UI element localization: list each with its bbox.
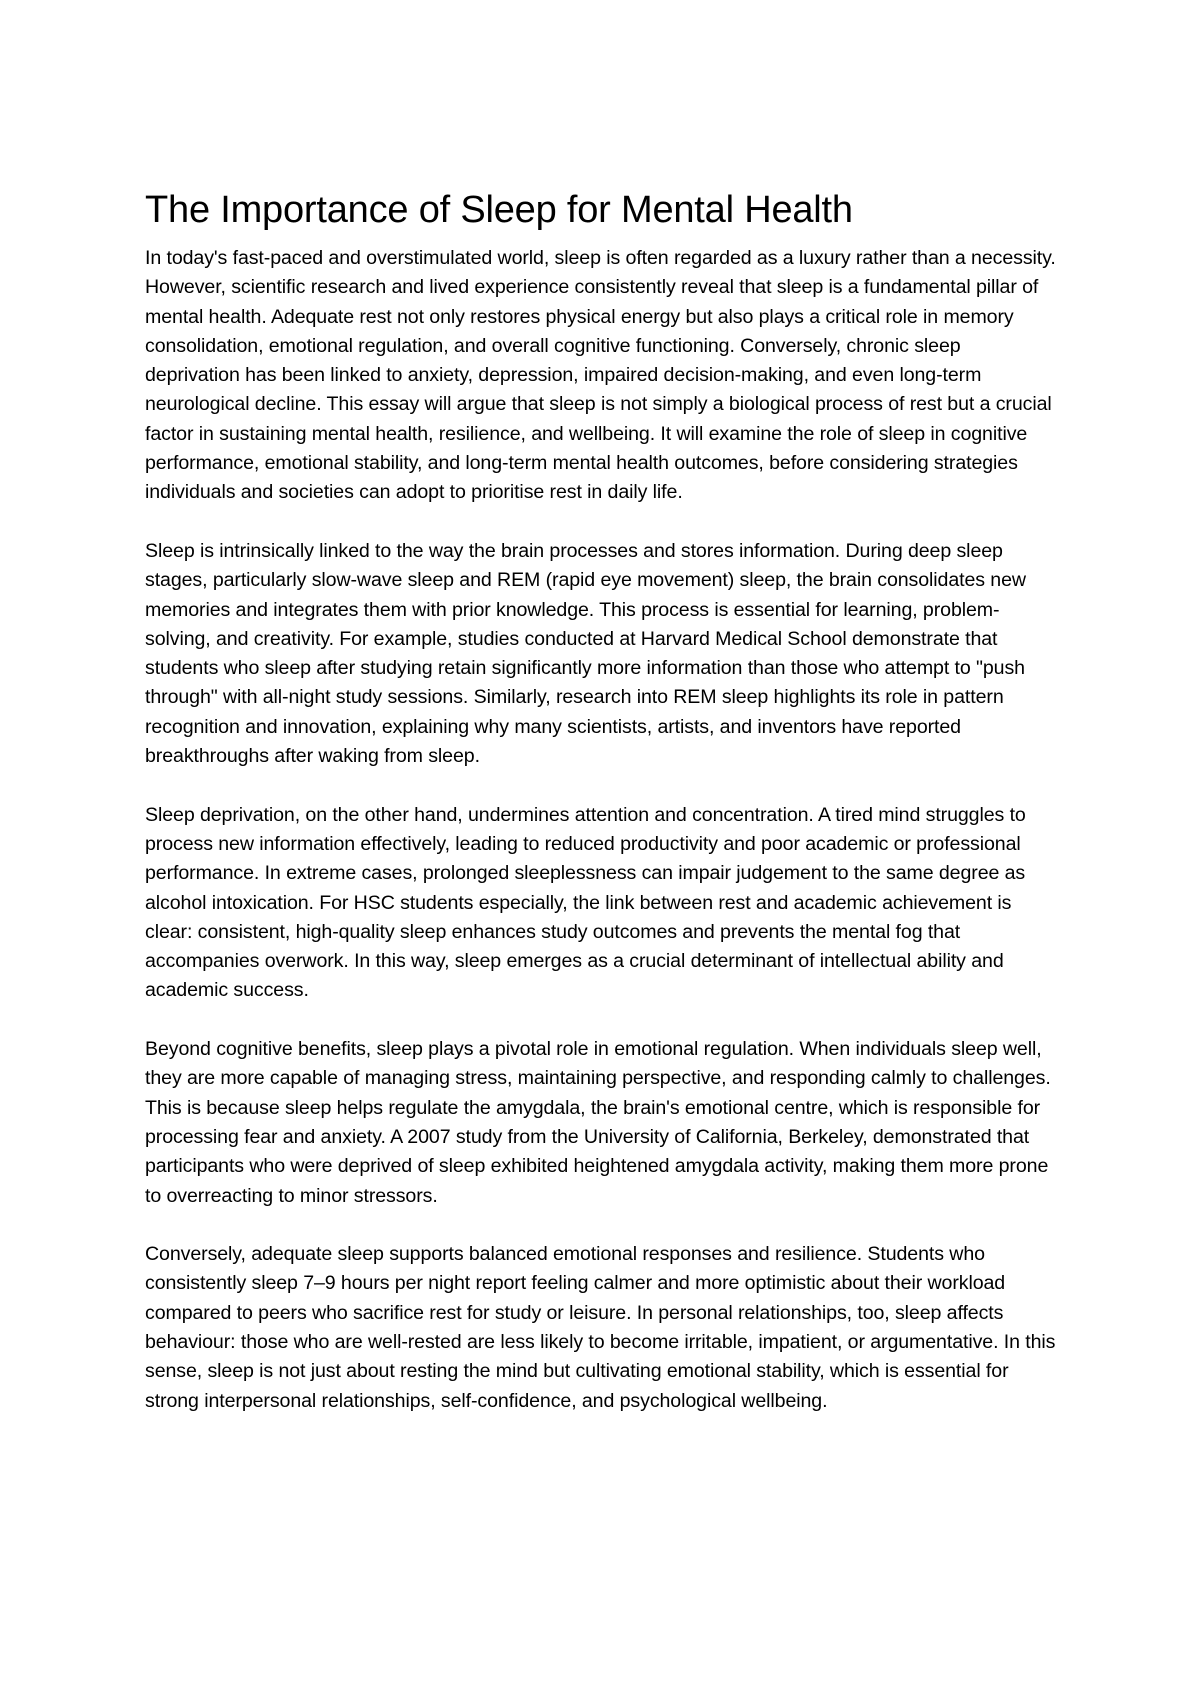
paragraph-sleep-deprivation: Sleep deprivation, on the other hand, undermines attention and concentration. A tired mind struggles to process new information effectively, leading to reduced productivity and poor academic or professional performance. In extreme cases, prolonged sleeplessness can impair judgement to the same degree as alcohol intoxication. For HSC students especially, the link between rest and academic achievement is clear: consistent, high-quality sleep enhances study outcomes and prevents the mental fog that accompanies overwork. In this way, sleep emerges as a crucial determinant of intellectual ability and academic success. [145, 803, 1026, 1002]
document-title: The Importance of Sleep for Mental Health [145, 189, 853, 231]
document-body [145, 186, 1060, 1445]
paragraph-emotional-resilience: Conversely, adequate sleep supports balanced emotional responses and resilience. Students who consistently sleep 7–9 hours per night report feeling calmer and more optimistic about their workload compared to peers who sacrifice rest for study or leisure. In personal relationships, too, sleep affects behaviour: those who are well-rested are less likely to become irritable, impatient, or argumentative. In this sense, sleep is not just about resting the mind but cultivating emotional stability, which is essential for strong interpersonal relationships, self-confidence, and psychological wellbeing. [145, 1243, 1056, 1412]
paragraph-emotional-regulation: Beyond cognitive benefits, sleep plays a pivotal role in emotional regulation. When individuals sleep well, they are more capable of managing stress, maintaining perspective, and responding calmly to challenges. This is because sleep helps regulate the amygdala, the brain's emotional centre, which is responsible for processing fear and anxiety. A 2007 study from the University of California, Berkeley, demonstrated that participants who were deprived of sleep exhibited heightened amygdala activity, making them more prone to overreacting to minor stressors. [145, 1038, 1051, 1207]
paragraph-cognitive-processing: Sleep is intrinsically linked to the way the brain processes and stores information. During deep sleep stages, particularly slow-wave sleep and REM (rapid eye movement) sleep, the brain consolidates new memories and integrates them with prior knowledge. This process is essential for learning, problem-solving, and creativity. For example, studies conducted at Harvard Medical School demonstrate that students who sleep after studying retain significantly more information than those who attempt to "push through" with all-night study sessions. Similarly, research into REM sleep highlights its role in pattern recognition and innovation, explaining why many scientists, artists, and inventors have reported breakthroughs after waking from sleep. [145, 539, 1026, 768]
paragraph-introduction: In today's fast-paced and overstimulated world, sleep is often regarded as a luxury rather than a necessity. However, scientific research and lived experience consistently reveal that sleep is a fundamental pillar of mental health. Adequate rest not only restores physical energy but also plays a critical role in memory consolidation, emotional regulation, and overall cognitive functioning. Conversely, chronic sleep deprivation has been linked to anxiety, depression, impaired decision-making, and even long-term neurological decline. This essay will argue that sleep is not simply a biological process of rest but a crucial factor in sustaining mental health, resilience, and wellbeing. It will examine the role of sleep in cognitive performance, emotional stability, and long-term mental health outcomes, before considering strategies individuals and societies can adopt to prioritise rest in daily life. [145, 247, 1056, 504]
